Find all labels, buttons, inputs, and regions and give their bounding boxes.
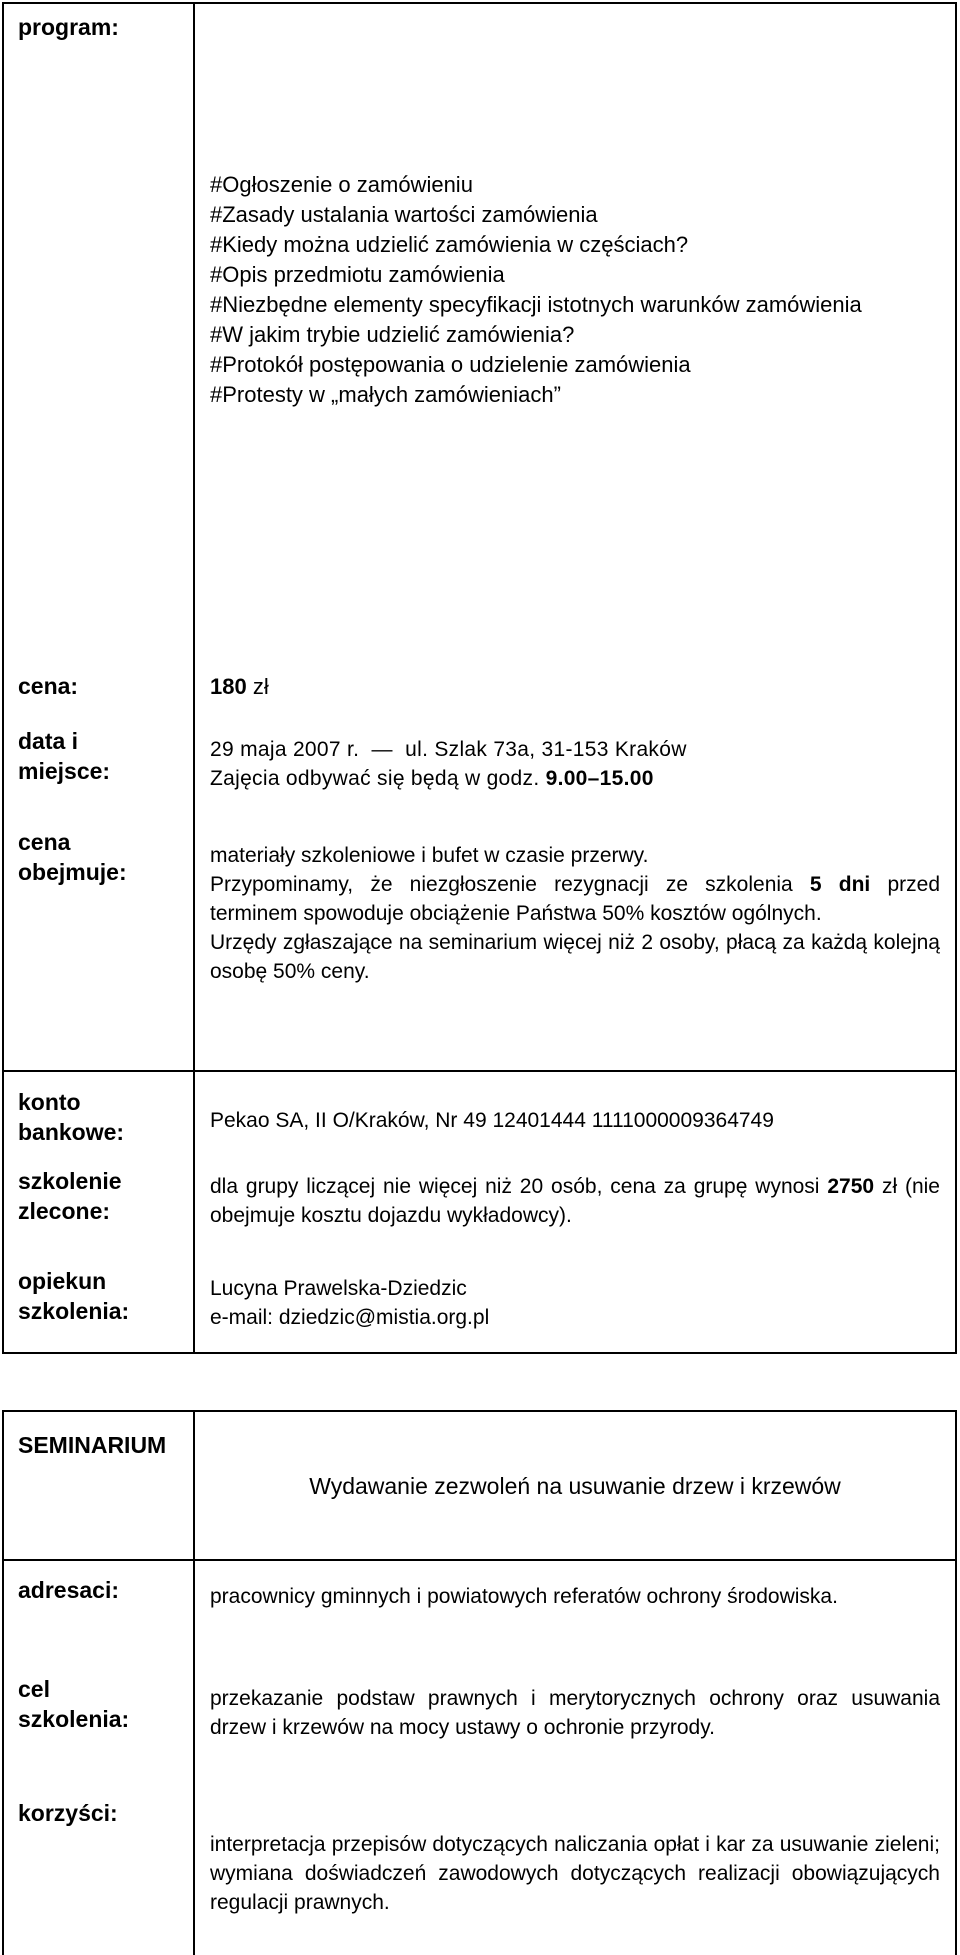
hours-prefix: Zajęcia odbywać się będą w godz. <box>210 767 540 790</box>
cena-label: cena: <box>18 673 79 699</box>
dash-separator: — <box>365 738 399 761</box>
program-item: #Protokół postępowania o udzielenie zamówienia <box>210 352 691 377</box>
zlecone-label: szkolenie zlecone: <box>18 1168 122 1224</box>
group-price: 2750 <box>827 1175 875 1198</box>
hours-value: 9.00–15.00 <box>545 767 654 790</box>
cena-value <box>210 672 940 701</box>
konto-value: Pekao SA, II O/Kraków, Nr 49 12401444 1111000009364749 <box>210 1109 774 1132</box>
program-item: #Zasady ustalania wartości zamówienia <box>210 202 598 227</box>
program-label: program: <box>18 14 119 40</box>
adresaci-value: pracownicy gminnych i powiatowych referatów ochrony środowiska. <box>210 1585 838 1608</box>
program-item: #Ogłoszenie o zamówieniu <box>210 172 473 197</box>
obejmuje-line: materiały szkoleniowe i bufet w czasie przerwy. <box>210 844 649 867</box>
cena-amount: 180 <box>210 674 247 699</box>
adresaci-label: adresaci: <box>18 1577 120 1603</box>
program-item: #Opis przedmiotu zamówienia <box>210 262 505 287</box>
seminar-title: Wydawanie zezwoleń na usuwanie drzew i krzewów <box>309 1473 841 1499</box>
opiekun-label: opiekun szkolenia: <box>18 1268 130 1324</box>
obejmuje-notice: Przypominamy, że niezgłoszenie rezygnacji ze szkolenia 5 dni przed terminem spowoduje obciążenie Państwa 50% kosztów ogólnych. <box>210 873 940 925</box>
seminar-label: SEMINARIUM <box>18 1432 167 1458</box>
column-divider <box>193 1412 195 1955</box>
place-text: ul. Szlak 73a, 31-153 Kraków <box>405 738 687 761</box>
obejmuje-discount: Urzędy zgłaszające na seminarium więcej niż 2 osoby, płacą za każdą kolejną osobę 50% ceny. <box>210 931 940 983</box>
opiekun-value <box>210 1274 940 1332</box>
notice-days: 5 dni <box>809 873 871 896</box>
program-item: #W jakim trybie udzielić zamówienia? <box>210 322 575 347</box>
korzysci-value: interpretacja przepisów dotyczących naliczania opłat i kar za usuwanie zieleni; wymiana doświadczeń zawodowych dotyczących realizacji obowiązujących regulacji prawnych. <box>210 1833 940 1914</box>
program-item: #Kiedy można udzielić zamówienia w częściach? <box>210 232 689 257</box>
column-divider <box>193 4 195 1352</box>
cel-value: przekazanie podstaw prawnych i merytorycznych ochrony oraz usuwania drzew i krzewów na mocy ustawy o ochronie przyrody. <box>210 1687 940 1739</box>
program-list <box>210 170 940 410</box>
row-divider <box>4 1070 955 1072</box>
program-item: #Niezbędne elementy specyfikacji istotnych warunków zamówienia <box>210 292 862 317</box>
cena-obejmuje-label: cena obejmuje: <box>18 829 127 885</box>
zlecone-value: dla grupy liczącej nie więcej niż 20 osób, cena za grupę wynosi 2750 zł (nie obejmuje kosztu dojazdu wykładowcy). <box>210 1175 940 1227</box>
opiekun-email: e-mail: dziedzic@mistia.org.pl <box>210 1306 490 1329</box>
cena-obejmuje-value <box>210 841 940 986</box>
course-details-table <box>2 2 957 1354</box>
date-text: 29 maja 2007 r. <box>210 738 360 761</box>
program-item: #Protesty w „małych zamówieniach” <box>210 382 561 407</box>
cena-currency: zł <box>252 674 269 699</box>
konto-label: konto bankowe: <box>18 1089 125 1145</box>
data-miejsce-label: data i miejsce: <box>18 728 111 784</box>
korzysci-label: korzyści: <box>18 1800 118 1826</box>
data-miejsce-value <box>210 735 940 793</box>
seminar-table <box>2 1410 957 1955</box>
opiekun-name: Lucyna Prawelska-Dziedzic <box>210 1277 467 1300</box>
cel-label: cel szkolenia: <box>18 1676 130 1732</box>
row-divider <box>4 1559 955 1561</box>
